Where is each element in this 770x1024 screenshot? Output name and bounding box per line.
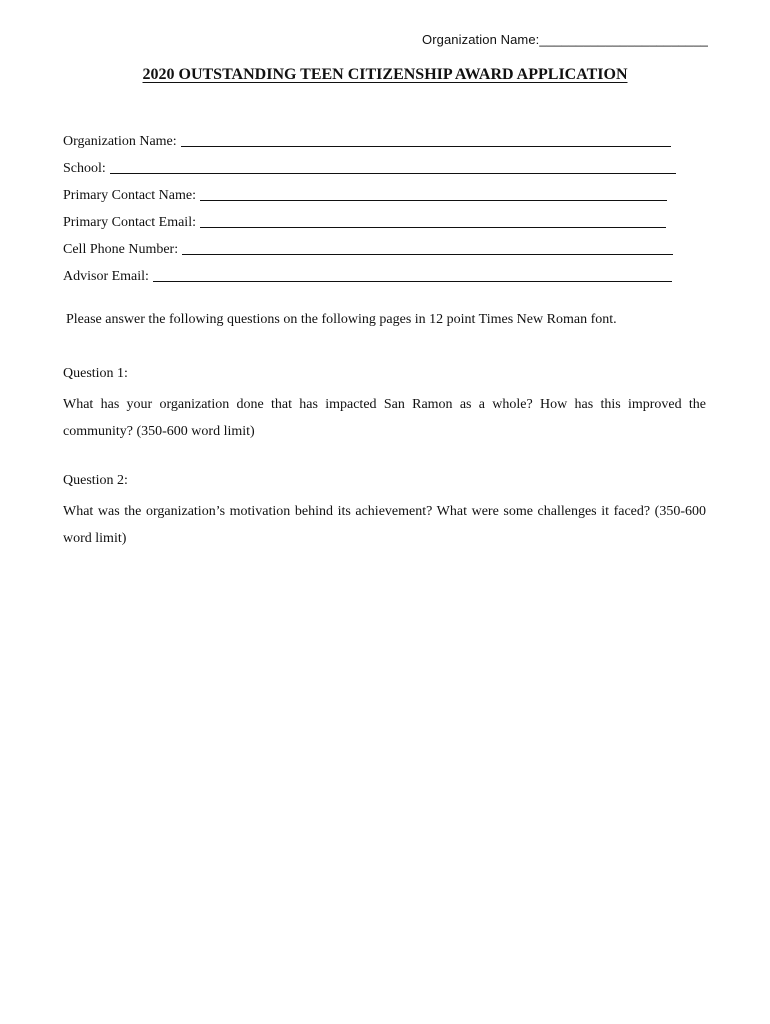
instructions-text: Please answer the following questions on the following pages in 12 point Times New Roman font.: [66, 312, 617, 327]
header-org-name-label: Organization Name:: [421, 32, 540, 47]
header-org-name-blank: _______________________: [539, 32, 708, 47]
field-organization-name[interactable]: [63, 123, 683, 150]
page-title: 2020 OUTSTANDING TEEN CITIZENSHIP AWARD APPLICATION: [142, 66, 628, 83]
header-organization-name: [422, 32, 708, 47]
question-text: What has your organization done that has impacted San Ramon as a whole? How has this improved the community? (350-600 word limit): [63, 397, 706, 439]
field-primary-contact-name[interactable]: [63, 177, 683, 204]
field-label: Cell Phone Number:: [63, 242, 179, 257]
field-cell-phone-number[interactable]: [63, 231, 683, 258]
question-label: Question 2:: [63, 473, 128, 488]
field-label: Primary Contact Name:: [63, 188, 196, 203]
question-label: Question 1:: [63, 366, 128, 381]
field-advisor-email[interactable]: [63, 258, 683, 285]
question-2: [63, 472, 706, 552]
field-label: Organization Name:: [63, 134, 177, 149]
field-label: Advisor Email:: [63, 269, 149, 284]
contact-fields: [63, 123, 683, 285]
field-primary-contact-email[interactable]: [63, 204, 683, 231]
question-text: What was the organization’s motivation behind its achievement? What were some challenges it faced? (350-600 word limit): [63, 504, 706, 546]
field-label: Primary Contact Email:: [63, 215, 196, 230]
advisor-email-blank-line[interactable]: [153, 266, 672, 282]
field-label: School:: [63, 161, 106, 176]
organization-name-blank-line[interactable]: [181, 131, 671, 147]
field-school[interactable]: [63, 150, 683, 177]
primary-contact-name-blank-line[interactable]: [200, 185, 667, 201]
cell-phone-number-blank-line[interactable]: [182, 239, 673, 255]
primary-contact-email-blank-line[interactable]: [200, 212, 666, 228]
school-blank-line[interactable]: [110, 158, 676, 174]
question-1: [63, 365, 706, 445]
